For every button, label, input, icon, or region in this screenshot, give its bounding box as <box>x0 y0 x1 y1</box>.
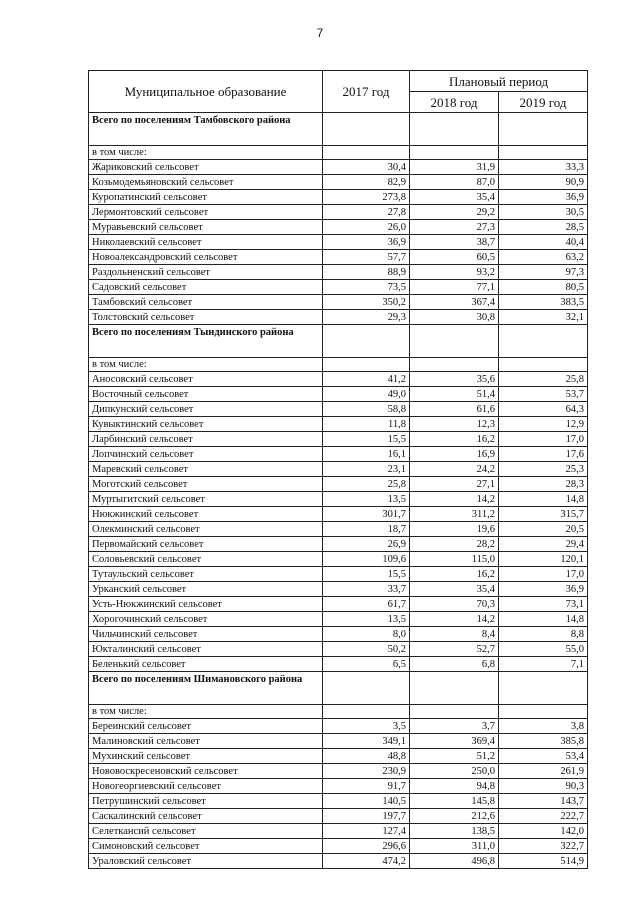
value-2018: 6,8 <box>410 657 499 672</box>
value-2018: 35,4 <box>410 582 499 597</box>
table-row <box>89 734 588 749</box>
value-2019: 25,8 <box>499 372 588 387</box>
value-2018: 77,1 <box>410 280 499 295</box>
value-2019: 385,8 <box>499 734 588 749</box>
table-row <box>89 220 588 235</box>
value-2019: 142,0 <box>499 824 588 839</box>
municipality-name: Маревский сельсовет <box>89 462 323 477</box>
value-2017: 26,9 <box>323 537 410 552</box>
value-2018: 250,0 <box>410 764 499 779</box>
municipality-name: Жариковский сельсовет <box>89 160 323 175</box>
table-row <box>89 779 588 794</box>
table-row <box>89 462 588 477</box>
value-2018: 16,2 <box>410 432 499 447</box>
value-2019: 17,0 <box>499 567 588 582</box>
value-2018: 14,2 <box>410 612 499 627</box>
empty-cell <box>499 672 588 705</box>
value-2018: 3,7 <box>410 719 499 734</box>
subtitle-row <box>89 146 588 160</box>
empty-cell <box>323 113 410 146</box>
value-2018: 93,2 <box>410 265 499 280</box>
municipality-name: Хорогочинский сельсовет <box>89 612 323 627</box>
municipality-name: Николаевский сельсовет <box>89 235 323 250</box>
value-2019: 120,1 <box>499 552 588 567</box>
municipality-name: Тутаульский сельсовет <box>89 567 323 582</box>
value-2018: 311,2 <box>410 507 499 522</box>
value-2018: 12,3 <box>410 417 499 432</box>
municipality-name: Нюкжинский сельсовет <box>89 507 323 522</box>
value-2017: 11,8 <box>323 417 410 432</box>
table-row <box>89 235 588 250</box>
municipality-name: Урканский сельсовет <box>89 582 323 597</box>
empty-cell <box>499 705 588 719</box>
municipality-name: Муртыгитский сельсовет <box>89 492 323 507</box>
value-2019: 28,5 <box>499 220 588 235</box>
value-2017: 25,8 <box>323 477 410 492</box>
municipality-name: Петрушинский сельсовет <box>89 794 323 809</box>
value-2019: 80,5 <box>499 280 588 295</box>
value-2017: 301,7 <box>323 507 410 522</box>
municipality-name: Тамбовский сельсовет <box>89 295 323 310</box>
subtitle-row <box>89 705 588 719</box>
value-2017: 296,6 <box>323 839 410 854</box>
value-2018: 145,8 <box>410 794 499 809</box>
value-2017: 109,6 <box>323 552 410 567</box>
municipality-name: Ларбинский сельсовет <box>89 432 323 447</box>
section-header-row <box>89 325 588 358</box>
empty-cell <box>323 705 410 719</box>
table-row <box>89 597 588 612</box>
value-2019: 36,9 <box>499 190 588 205</box>
value-2018: 35,4 <box>410 190 499 205</box>
header-2018: 2018 год <box>410 92 499 113</box>
municipality-name: Восточный сельсовет <box>89 387 323 402</box>
table-row <box>89 537 588 552</box>
municipality-name: Чильчинский сельсовет <box>89 627 323 642</box>
value-2018: 38,7 <box>410 235 499 250</box>
table-row <box>89 175 588 190</box>
value-2019: 315,7 <box>499 507 588 522</box>
municipality-name: Мухинский сельсовет <box>89 749 323 764</box>
value-2018: 52,7 <box>410 642 499 657</box>
municipality-name: Толстовский сельсовет <box>89 310 323 325</box>
municipality-name: Малиновский сельсовет <box>89 734 323 749</box>
value-2017: 13,5 <box>323 492 410 507</box>
table-row <box>89 657 588 672</box>
value-2019: 53,7 <box>499 387 588 402</box>
municipality-name: Береинский сельсовет <box>89 719 323 734</box>
value-2019: 17,0 <box>499 432 588 447</box>
table-row <box>89 295 588 310</box>
value-2018: 115,0 <box>410 552 499 567</box>
value-2017: 8,0 <box>323 627 410 642</box>
value-2017: 33,7 <box>323 582 410 597</box>
value-2018: 367,4 <box>410 295 499 310</box>
value-2019: 222,7 <box>499 809 588 824</box>
municipality-name: Олекминский сельсовет <box>89 522 323 537</box>
value-2019: 64,3 <box>499 402 588 417</box>
value-2018: 35,6 <box>410 372 499 387</box>
value-2017: 41,2 <box>323 372 410 387</box>
value-2019: 20,5 <box>499 522 588 537</box>
value-2018: 16,9 <box>410 447 499 462</box>
section-title: Всего по поселениям Шимановского района <box>89 672 323 705</box>
value-2018: 70,3 <box>410 597 499 612</box>
value-2017: 15,5 <box>323 432 410 447</box>
empty-cell <box>410 358 499 372</box>
value-2017: 58,8 <box>323 402 410 417</box>
value-2019: 14,8 <box>499 612 588 627</box>
value-2019: 63,2 <box>499 250 588 265</box>
municipality-name: Раздольненский сельсовет <box>89 265 323 280</box>
section-subtitle: в том числе: <box>89 705 323 719</box>
value-2018: 51,2 <box>410 749 499 764</box>
table-row <box>89 839 588 854</box>
value-2017: 91,7 <box>323 779 410 794</box>
empty-cell <box>323 358 410 372</box>
municipality-name: Селеткансий сельсовет <box>89 824 323 839</box>
municipality-name: Кувыктинский сельсовет <box>89 417 323 432</box>
table-row <box>89 854 588 869</box>
section-header-row <box>89 113 588 146</box>
table-body <box>89 113 588 869</box>
empty-cell <box>499 358 588 372</box>
value-2017: 50,2 <box>323 642 410 657</box>
header-2017: 2017 год <box>323 71 410 113</box>
table-row <box>89 642 588 657</box>
value-2018: 87,0 <box>410 175 499 190</box>
table-row <box>89 492 588 507</box>
empty-cell <box>323 672 410 705</box>
value-2018: 212,6 <box>410 809 499 824</box>
municipality-name: Юкталинский сельсовет <box>89 642 323 657</box>
value-2018: 30,8 <box>410 310 499 325</box>
value-2017: 30,4 <box>323 160 410 175</box>
municipality-name: Моготский сельсовет <box>89 477 323 492</box>
municipality-name: Муравьевский сельсовет <box>89 220 323 235</box>
value-2019: 261,9 <box>499 764 588 779</box>
table-row <box>89 612 588 627</box>
table-row <box>89 809 588 824</box>
header-planned-period: Плановый период <box>410 71 588 92</box>
value-2019: 30,5 <box>499 205 588 220</box>
value-2019: 33,3 <box>499 160 588 175</box>
value-2019: 8,8 <box>499 627 588 642</box>
value-2019: 55,0 <box>499 642 588 657</box>
header-municipality: Муниципальное образование <box>89 71 323 113</box>
table-row <box>89 265 588 280</box>
municipality-name: Аносовский сельсовет <box>89 372 323 387</box>
value-2018: 94,8 <box>410 779 499 794</box>
value-2017: 273,8 <box>323 190 410 205</box>
empty-cell <box>410 705 499 719</box>
value-2018: 138,5 <box>410 824 499 839</box>
value-2017: 49,0 <box>323 387 410 402</box>
value-2017: 29,3 <box>323 310 410 325</box>
value-2018: 27,1 <box>410 477 499 492</box>
value-2017: 16,1 <box>323 447 410 462</box>
value-2017: 15,5 <box>323 567 410 582</box>
empty-cell <box>499 146 588 160</box>
value-2017: 350,2 <box>323 295 410 310</box>
value-2019: 29,4 <box>499 537 588 552</box>
value-2019: 28,3 <box>499 477 588 492</box>
table-row <box>89 250 588 265</box>
municipality-name: Козьмодемьяновский сельсовет <box>89 175 323 190</box>
table-row <box>89 552 588 567</box>
value-2019: 36,9 <box>499 582 588 597</box>
table-row <box>89 387 588 402</box>
table-row <box>89 627 588 642</box>
table-row <box>89 522 588 537</box>
table-row <box>89 447 588 462</box>
value-2019: 12,9 <box>499 417 588 432</box>
table-row <box>89 794 588 809</box>
section-title: Всего по поселениям Тамбовского района <box>89 113 323 146</box>
value-2018: 19,6 <box>410 522 499 537</box>
value-2017: 26,0 <box>323 220 410 235</box>
empty-cell <box>323 146 410 160</box>
value-2019: 32,1 <box>499 310 588 325</box>
table-row <box>89 432 588 447</box>
table-row <box>89 310 588 325</box>
subtitle-row <box>89 358 588 372</box>
municipality-name: Новогеоргиевский сельсовет <box>89 779 323 794</box>
table-row <box>89 417 588 432</box>
empty-cell <box>323 325 410 358</box>
table-row <box>89 402 588 417</box>
value-2017: 61,7 <box>323 597 410 612</box>
value-2017: 140,5 <box>323 794 410 809</box>
value-2019: 90,3 <box>499 779 588 794</box>
section-title: Всего по поселениям Тындинского района <box>89 325 323 358</box>
value-2018: 28,2 <box>410 537 499 552</box>
value-2018: 27,3 <box>410 220 499 235</box>
value-2017: 230,9 <box>323 764 410 779</box>
value-2018: 51,4 <box>410 387 499 402</box>
value-2017: 474,2 <box>323 854 410 869</box>
empty-cell <box>410 146 499 160</box>
value-2019: 17,6 <box>499 447 588 462</box>
value-2017: 18,7 <box>323 522 410 537</box>
table-row <box>89 749 588 764</box>
value-2017: 57,7 <box>323 250 410 265</box>
municipality-name: Нововоскресеновский сельсовет <box>89 764 323 779</box>
section-subtitle: в том числе: <box>89 358 323 372</box>
municipality-name: Куропатинский сельсовет <box>89 190 323 205</box>
value-2018: 8,4 <box>410 627 499 642</box>
table-row <box>89 507 588 522</box>
value-2019: 383,5 <box>499 295 588 310</box>
value-2017: 73,5 <box>323 280 410 295</box>
value-2019: 7,1 <box>499 657 588 672</box>
value-2019: 53,4 <box>499 749 588 764</box>
empty-cell <box>499 113 588 146</box>
value-2019: 3,8 <box>499 719 588 734</box>
empty-cell <box>410 672 499 705</box>
value-2018: 369,4 <box>410 734 499 749</box>
value-2019: 143,7 <box>499 794 588 809</box>
municipality-name: Первомайский сельсовет <box>89 537 323 552</box>
table-row <box>89 567 588 582</box>
value-2017: 23,1 <box>323 462 410 477</box>
municipality-name: Усть-Нюкжинский сельсовет <box>89 597 323 612</box>
municipality-name: Лермонтовский сельсовет <box>89 205 323 220</box>
municipality-name: Саскалинский сельсовет <box>89 809 323 824</box>
municipality-name: Беленький сельсовет <box>89 657 323 672</box>
value-2019: 14,8 <box>499 492 588 507</box>
value-2018: 60,5 <box>410 250 499 265</box>
value-2018: 61,6 <box>410 402 499 417</box>
value-2017: 349,1 <box>323 734 410 749</box>
budget-table <box>88 70 588 869</box>
value-2017: 36,9 <box>323 235 410 250</box>
value-2017: 13,5 <box>323 612 410 627</box>
section-subtitle: в том числе: <box>89 146 323 160</box>
value-2017: 82,9 <box>323 175 410 190</box>
value-2017: 27,8 <box>323 205 410 220</box>
value-2019: 90,9 <box>499 175 588 190</box>
value-2018: 16,2 <box>410 567 499 582</box>
table-row <box>89 477 588 492</box>
value-2017: 3,5 <box>323 719 410 734</box>
value-2018: 29,2 <box>410 205 499 220</box>
value-2018: 24,2 <box>410 462 499 477</box>
table-row <box>89 719 588 734</box>
table-row <box>89 764 588 779</box>
value-2019: 514,9 <box>499 854 588 869</box>
header-2019: 2019 год <box>499 92 588 113</box>
value-2019: 322,7 <box>499 839 588 854</box>
municipality-name: Симоновский сельсовет <box>89 839 323 854</box>
table-row <box>89 824 588 839</box>
municipality-name: Садовский сельсовет <box>89 280 323 295</box>
empty-cell <box>410 325 499 358</box>
value-2018: 496,8 <box>410 854 499 869</box>
section-header-row <box>89 672 588 705</box>
value-2019: 97,3 <box>499 265 588 280</box>
municipality-name: Дипкунский сельсовет <box>89 402 323 417</box>
value-2019: 40,4 <box>499 235 588 250</box>
empty-cell <box>410 113 499 146</box>
empty-cell <box>499 325 588 358</box>
value-2017: 6,5 <box>323 657 410 672</box>
table-row <box>89 372 588 387</box>
value-2018: 31,9 <box>410 160 499 175</box>
value-2017: 197,7 <box>323 809 410 824</box>
value-2019: 73,1 <box>499 597 588 612</box>
table-row <box>89 190 588 205</box>
value-2017: 88,9 <box>323 265 410 280</box>
value-2017: 48,8 <box>323 749 410 764</box>
table-row <box>89 160 588 175</box>
municipality-name: Соловьевский сельсовет <box>89 552 323 567</box>
value-2018: 311,0 <box>410 839 499 854</box>
table-row <box>89 205 588 220</box>
municipality-name: Новоалександровский сельсовет <box>89 250 323 265</box>
value-2019: 25,3 <box>499 462 588 477</box>
table-row <box>89 582 588 597</box>
municipality-name: Лопчинский сельсовет <box>89 447 323 462</box>
value-2017: 127,4 <box>323 824 410 839</box>
municipality-name: Ураловский сельсовет <box>89 854 323 869</box>
value-2018: 14,2 <box>410 492 499 507</box>
table-row <box>89 280 588 295</box>
page-number: 7 <box>316 26 324 40</box>
